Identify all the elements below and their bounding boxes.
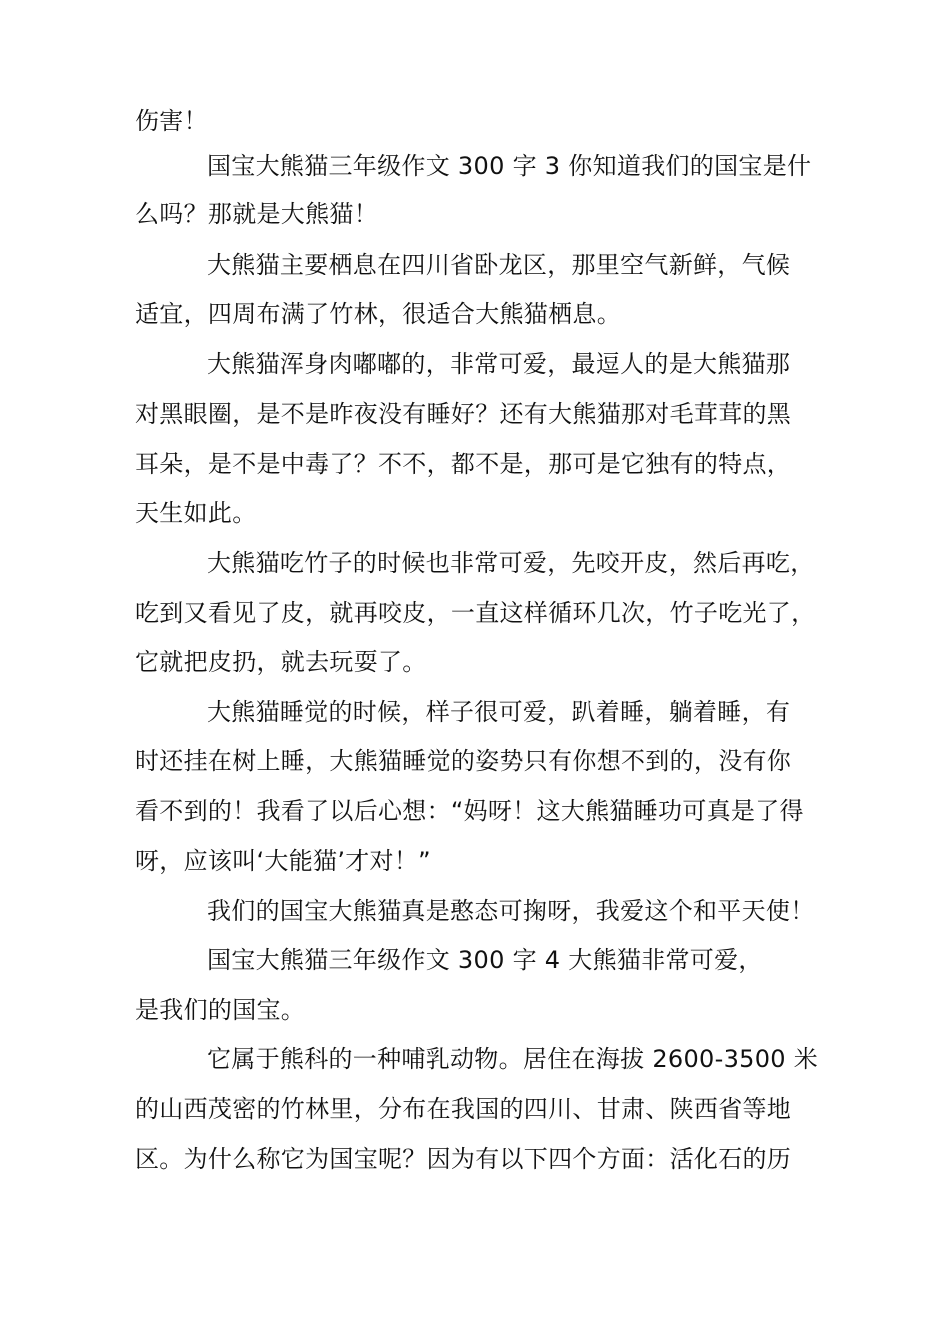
text-line: 国宝大熊猫三年级作文 300 字 4 大熊猫非常可爱， <box>207 946 763 974</box>
text-line: 呀，应该叫‘大能猫’才对！” <box>135 847 431 875</box>
text-line: 对黑眼圈，是不是昨夜没有睡好？还有大熊猫那对毛茸茸的黑 <box>135 400 792 428</box>
text-line: 区。为什么称它为国宝呢？因为有以下四个方面：活化石的历 <box>135 1145 792 1173</box>
text-line: 它属于熊科的一种哺乳动物。居住在海拔 2600-3500 米 <box>207 1045 819 1073</box>
text-line: 的山西茂密的竹林里，分布在我国的四川、甘肃、陕西省等地 <box>135 1095 792 1123</box>
text-line: 它就把皮扔，就去玩耍了。 <box>135 648 427 676</box>
text-line: 我们的国宝大熊猫真是憨态可掬呀，我爱这个和平天使！ <box>207 897 815 925</box>
text-line: 耳朵，是不是中毒了？不不，都不是，那可是它独有的特点， <box>135 450 792 478</box>
text-line: 大熊猫吃竹子的时候也非常可爱，先咬开皮，然后再吃， <box>207 549 815 577</box>
text-line: 么吗？那就是大熊猫！ <box>135 200 378 228</box>
text-line: 伤害！ <box>135 107 208 135</box>
text-line: 时还挂在树上睡，大熊猫睡觉的姿势只有你想不到的，没有你 <box>135 747 792 775</box>
text-line: 看不到的！我看了以后心想：“妈呀！这大熊猫睡功可真是了得 <box>135 797 804 825</box>
text-line: 大熊猫睡觉的时候，样子很可爱，趴着睡，躺着睡，有 <box>207 698 791 726</box>
text-line: 天生如此。 <box>135 499 257 527</box>
text-line: 吃到又看见了皮，就再咬皮，一直这样循环几次，竹子吃光了， <box>135 599 816 627</box>
text-line: 大熊猫浑身肉嘟嘟的，非常可爱，最逗人的是大熊猫那 <box>207 350 791 378</box>
text-line: 国宝大熊猫三年级作文 300 字 3 你知道我们的国宝是什 <box>207 152 812 180</box>
text-line: 是我们的国宝。 <box>135 996 306 1024</box>
text-line: 大熊猫主要栖息在四川省卧龙区，那里空气新鲜，气候 <box>207 251 791 279</box>
text-line: 适宜，四周布满了竹林，很适合大熊猫栖息。 <box>135 300 621 328</box>
